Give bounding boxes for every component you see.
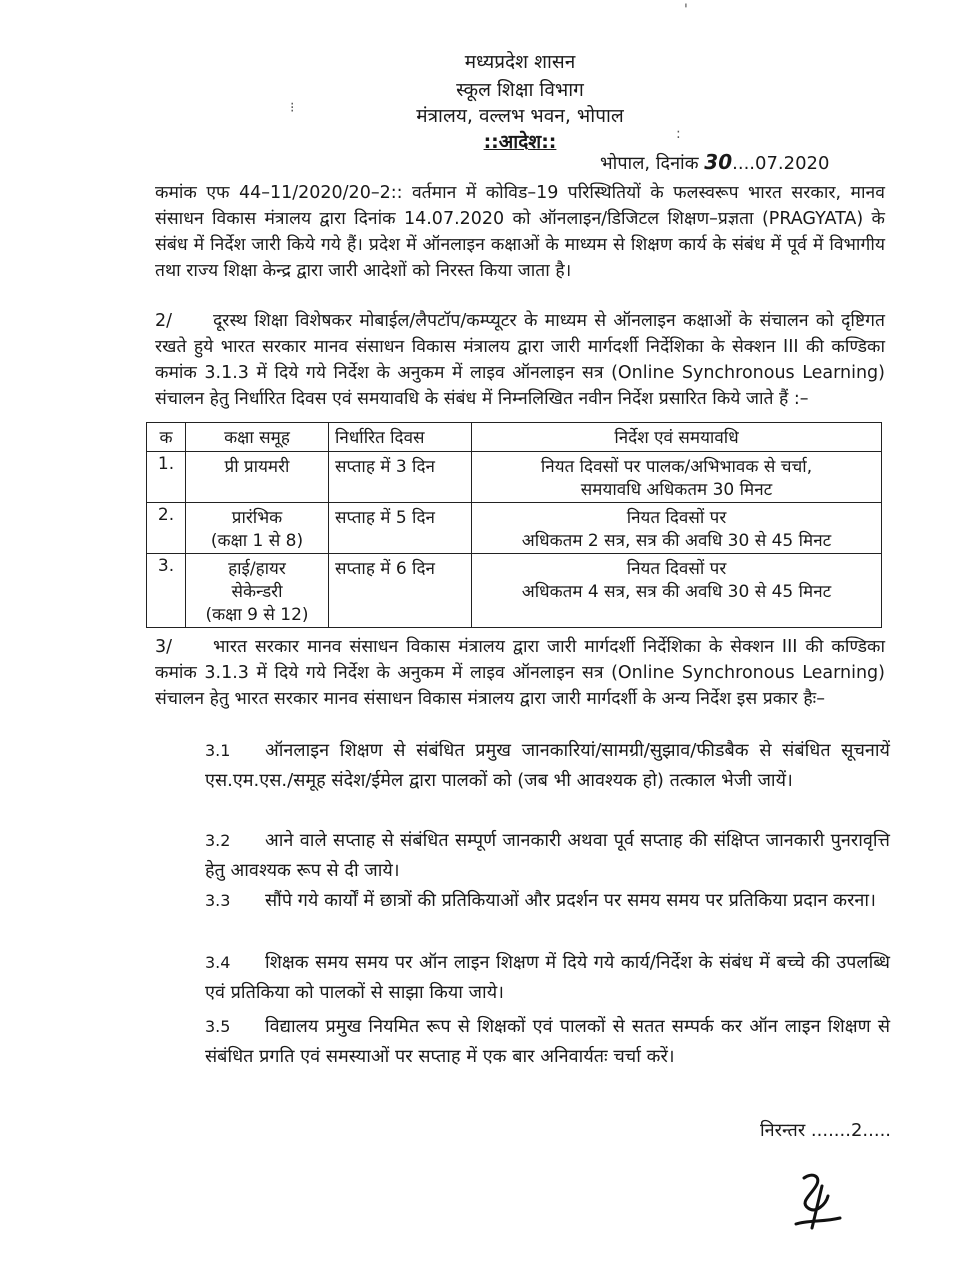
- subpoint-number: 3.2: [205, 831, 231, 850]
- instruction-line-1: नियत दिवसों पर: [626, 559, 727, 579]
- header-department: स्कूल शिक्षा विभाग: [456, 79, 584, 101]
- class-group-line-1: प्रारंभिक: [231, 508, 283, 528]
- header-days: निर्धारित दिवस: [329, 423, 472, 452]
- subpoint-number: 3.3: [205, 891, 231, 910]
- header-address: मंत्रालय, वल्लभ भवन, भोपाल: [416, 105, 624, 127]
- instruction-line-2: अधिकतम 2 सत्र, सत्र की अवधि 30 से 45 मिनट: [521, 531, 832, 551]
- instruction-line-2: समयावधि अधिकतम 30 मिनट: [580, 480, 773, 500]
- scan-speck: ⁝: [290, 100, 295, 116]
- cell-days: सप्ताह में 5 दिन: [329, 503, 472, 554]
- subpoint-number: 3.1: [205, 741, 231, 760]
- subpoint-3-4: [205, 948, 890, 1008]
- class-group-line-1: हाई/हायर: [228, 559, 286, 579]
- cell-sn: 3.: [147, 554, 186, 628]
- table-row: [147, 452, 882, 503]
- table-row: [147, 503, 882, 554]
- header-government: मध्यप्रदेश शासन: [464, 51, 576, 73]
- paragraph-3-text: भारत सरकार मानव संसाधन विकास मंत्रालय द्वारा जारी मार्गदर्शी निर्देशिका के सेक्शन III की कण्डिका कमांक 3.1.3 में दिये गये निर्देश के अनुकम में लाइव ऑनलाइन सत्र (Online Synchronous Learning) संचालन हेतु भारत सरकार मानव संसाधन विकास मंत्रालय द्वारा जारी मार्गदर्शी के अन्य निर्देश इस प्रकार हैः–: [155, 637, 885, 709]
- paragraph-2-text: दूरस्थ शिक्षा विशेषकर मोबाईल/लैपटॉप/कम्प्यूटर के माध्यम से ऑनलाइन कक्षाओं के संचालन को दृष्टिगत रखते हुये भारत सरकार मानव संसाधन विकास मंत्रालय द्वारा जारी मार्गदर्शी निर्देशिका के सेक्शन III की कण्डिका कमांक 3.1.3 में दिये गये निर्देश के अनुकम में लाइव ऑनलाइन सत्र (Online Synchronous Learning) संचालन हेतु निर्धारित दिवस एवं समयावधि के संबंध में निम्नलिखित नवीन निर्देश प्रसारित किये जाते हैं :–: [155, 311, 885, 409]
- cell-instructions: [472, 503, 882, 554]
- instruction-line-1: नियत दिवसों पर: [626, 508, 727, 528]
- paragraph-1: कमांक एफ 44–11/2020/20–2:: वर्तमान में कोविड–19 परिस्थितियों के फलस्वरूप भारत सरकार, मानव संसाधन विकास मंत्रालय द्वारा दिनांक 14.07.2020 को ऑनलाइन/डिजिटल शिक्षण–प्रज्ञता (PRAGYATA) के संबंध में निर्देश जारी किये गये हैं। प्रदेश में ऑनलाइन कक्षाओं के माध्यम से शिक्षण कार्य के संबंध में पूर्व में विभागीय तथा राज्य शिक्षा केन्द्र द्वारा जारी आदेशों को निरस्त किया जाता है।: [155, 183, 885, 281]
- scan-speck: :: [676, 126, 681, 142]
- subpoint-3-2: [205, 826, 890, 886]
- cell-days: सप्ताह में 3 दिन: [329, 452, 472, 503]
- cell-class-group: प्री प्रायमरी: [186, 452, 329, 503]
- subpoint-text: सौंपे गये कार्यों में छात्रों की प्रतिकियाओं और प्रदर्शन पर समय समय पर प्रतिकिया प्रदान करना।: [265, 890, 876, 911]
- cell-days: सप्ताह में 6 दिन: [329, 554, 472, 628]
- order-title: ::आदेश::: [483, 131, 557, 153]
- table-header-row: [147, 423, 882, 452]
- cell-instructions: [472, 554, 882, 628]
- schedule-table: [146, 422, 882, 628]
- subpoint-3-5: [205, 1012, 890, 1072]
- signature-initials-icon: [782, 1150, 852, 1240]
- scan-speck: ': [684, 2, 688, 18]
- cell-class-group: [186, 503, 329, 554]
- date-day-handwritten: 30: [704, 150, 733, 174]
- subpoint-text: आने वाले सप्ताह से संबंधित सम्पूर्ण जानकारी अथवा पूर्व सप्ताह की संक्षिप्त जानकारी पुनरावृत्ति हेतु आवश्यक रूप से दी जाये।: [205, 830, 890, 881]
- subpoint-number: 3.5: [205, 1017, 231, 1036]
- cell-class-group: [186, 554, 329, 628]
- subpoint-number: 3.4: [205, 953, 231, 972]
- instruction-line-2: अधिकतम 4 सत्र, सत्र की अवधि 30 से 45 मिनट: [521, 582, 832, 602]
- class-group-line-2: सेकेन्डरी: [231, 582, 283, 602]
- subpoint-3-1: [205, 736, 890, 796]
- cell-sn: 1.: [147, 452, 186, 503]
- class-group-line-2: (कक्षा 1 से 8): [210, 531, 304, 551]
- header-instructions: निर्देश एवं समयावधि: [472, 423, 882, 452]
- dateline: [600, 150, 829, 175]
- continued-marker: निरन्तर .......2.....: [760, 1120, 892, 1141]
- paragraph-3-number: 3/: [155, 637, 173, 657]
- date-prefix: भोपाल, दिनांक: [600, 153, 705, 174]
- cell-instructions: [472, 452, 882, 503]
- subpoint-3-3: [205, 886, 890, 916]
- subpoint-text: ऑनलाइन शिक्षण से संबंधित प्रमुख जानकारियां/सामग्री/सुझाव/फीडबैक से संबंधित सूचनायें एस.एम.एस./समूह संदेश/ईमेल द्वारा पालकों को (जब भी आवश्यक हो) तत्काल भेजी जायें।: [205, 740, 890, 791]
- subpoint-text: शिक्षक समय समय पर ऑन लाइन शिक्षण में दिये गये कार्य/निर्देश के संबंध में बच्चे की उपलब्धि एवं प्रतिकिया को पालकों से साझा किया जाये।: [205, 952, 890, 1003]
- header-sn: क: [147, 423, 186, 452]
- date-suffix: ....07.2020: [732, 153, 830, 174]
- header-class-group: कक्षा समूह: [186, 423, 329, 452]
- paragraph-3: [155, 634, 885, 712]
- paragraph-2: [155, 308, 885, 412]
- subpoint-text: विद्यालय प्रमुख नियमित रूप से शिक्षकों एवं पालकों से सतत सम्पर्क कर ऑन लाइन शिक्षण से संबंधित प्रगति एवं समस्याओं पर सप्ताह में एक बार अनिवार्यतः चर्चा करें।: [205, 1016, 890, 1067]
- instruction-line-1: नियत दिवसों पर पालक/अभिभावक से चर्चा,: [540, 457, 813, 477]
- table-row: [147, 554, 882, 628]
- cell-sn: 2.: [147, 503, 186, 554]
- class-group-line-3: (कक्षा 9 से 12): [205, 605, 309, 625]
- paragraph-2-number: 2/: [155, 311, 173, 331]
